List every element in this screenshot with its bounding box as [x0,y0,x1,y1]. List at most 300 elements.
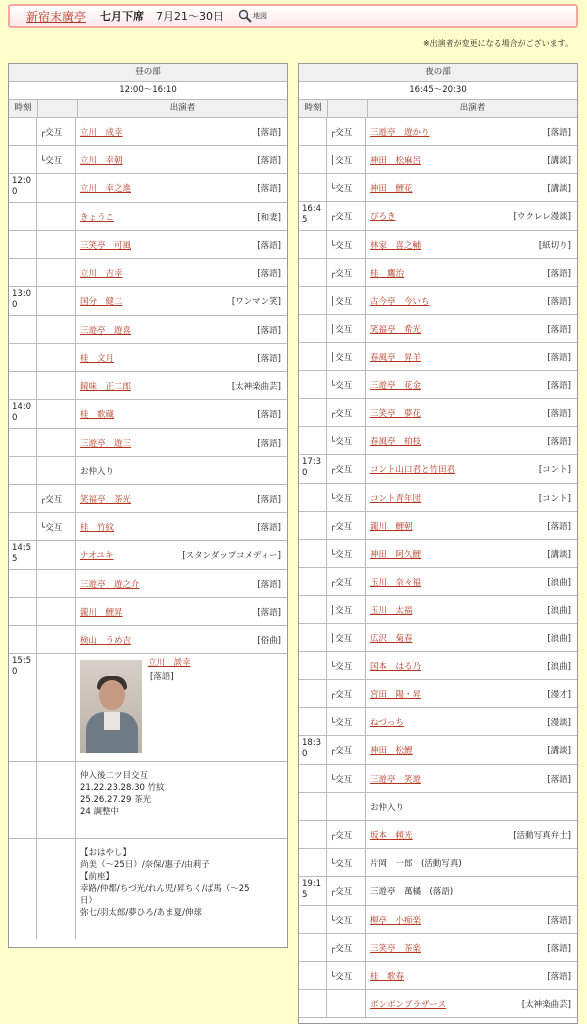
kotai-cell: ┌交互 [327,736,366,764]
venue-link[interactable]: 新宿末廣亭 [26,9,87,24]
time-header: 時刻 [299,100,328,117]
program-row [9,485,287,513]
performer-cell [366,259,577,286]
program-row [9,372,287,400]
kotai-cell [327,793,366,820]
time-cell [299,990,327,1017]
genre-label: [講談] [547,746,571,756]
performer-name-link[interactable]: コント山口君と竹田君 [370,465,456,475]
kotai-cell: ┌交互 [327,399,366,426]
performer-name-link[interactable]: 三笑亭 可風 [80,240,132,251]
time-cell [299,118,327,145]
program-row [299,118,577,146]
kotai-cell: ┌交互 [327,877,366,905]
evening-rows [299,118,577,1018]
kotai-cell [37,457,76,484]
time-cell: 14:00 [9,400,37,428]
genre-label: [落語] [547,774,571,785]
genre-label: [講談] [547,549,571,560]
kotai-cell [37,654,76,761]
program-row [299,596,577,624]
term-label: 七月下席 [100,10,145,23]
performer-cell [366,427,577,454]
kotai-cell: │交互 [327,315,366,342]
time-header: 時刻 [9,100,38,117]
performer-cell [366,962,577,989]
program-row [299,427,577,455]
time-cell [299,962,327,989]
program-row [9,316,287,344]
time-cell [299,146,327,173]
kotai-cell: └交互 [327,652,366,679]
performer-name-link[interactable]: 国分 健二 [80,297,123,307]
time-cell [9,344,37,371]
kotai-cell: │交互 [327,287,366,314]
nakairi-note: 仲入後二ツ目交互 21.22.23.28.30 竹紋 25.26.27.29 茶光 24 調整中 [80,771,165,817]
genre-label: [コント] [538,493,571,504]
genre-label: [落語] [257,184,281,194]
performer-cell [366,118,577,145]
kotai-cell: └交互 [327,371,366,398]
time-cell [9,429,37,456]
performer-name-link[interactable]: 立川 幸朝 [80,155,123,166]
time-cell [9,513,37,540]
kotai-cell [37,429,76,456]
program-row [9,400,287,429]
time-cell [299,934,327,961]
noon-rows [9,118,287,654]
kotai-cell: └交互 [327,484,366,511]
time-cell [299,371,327,398]
time-cell [299,568,327,595]
genre-label: [俗曲] [257,635,281,646]
program-row [9,146,287,174]
kotai-cell: ┌交互 [327,118,366,145]
performer-cell [76,541,287,569]
performer-cell [366,540,577,567]
time-cell [9,118,37,145]
kotai-cell [37,316,76,343]
time-cell [299,540,327,567]
performer-cell [366,934,577,961]
kotai-cell: └交互 [327,174,366,201]
kotai-cell: │交互 [327,624,366,651]
performer-cell [366,990,577,1017]
genre-label: [浪曲] [547,661,571,672]
program-row [9,598,287,626]
performer-name-link[interactable]: 三遊亭 笑遊 [370,774,422,785]
performer-cell [76,485,287,512]
program-row [299,736,577,765]
program-row [299,315,577,343]
time-cell [299,849,327,876]
genre-label: [落語] [547,971,571,982]
kotai-cell: └交互 [327,708,366,735]
performer-name-link[interactable]: 桂 文月 [80,353,115,364]
performer-cell [76,146,287,173]
performer-cell [76,654,287,761]
kotai-cell: ┌交互 [327,568,366,595]
kotai-cell: └交互 [327,765,366,792]
performer-name-link[interactable]: 瀧川 鯉朝 [370,521,413,532]
program-text: 片岡 一郎 (活動写真) [370,858,462,869]
kotai-cell: ┌交互 [327,455,366,483]
kotai-cell [37,231,76,258]
time-cell: 15:50 [9,654,37,761]
time-cell [299,427,327,454]
kotai-cell [327,990,366,1017]
performer-name-link[interactable]: 広沢 菊春 [370,633,413,644]
program-row [299,765,577,793]
kotai-cell: ┌交互 [327,680,366,707]
time-cell: 12:00 [9,174,37,202]
kotai-cell [37,203,76,230]
program-row [299,793,577,821]
performer-name-link[interactable]: 神田 松鯉 [370,746,413,756]
kotai-header [328,100,368,117]
time-cell: 17:30 [299,455,327,483]
kotai-cell [37,400,76,428]
ohayashi-note: 【おはやし】 尚美（〜25日）/奈保/惠子/由莉子 【前座】 幸路/仲都/ちづ光/れん児/昇ちく/ば馬（〜25 日） 弥七/羽太郎/夢ひろ/あま夏/伸球 [80,848,250,918]
performer-cell [366,287,577,314]
performer-cell [366,399,577,426]
genre-label: [落語] [257,240,281,251]
kotai-cell [37,174,76,202]
performer-name-link[interactable]: 笑福亭 茶光 [80,494,132,505]
performer-cell [76,344,287,371]
program-row [299,202,577,231]
kotai-header [38,100,78,117]
program-row [299,708,577,736]
time-cell: 18:30 [299,736,327,764]
performer-cell [366,765,577,792]
program-row [299,371,577,399]
program-row [299,484,577,512]
noon-hours: 12:00〜16:10 [9,82,287,100]
program-row [9,457,287,485]
performer-cell [366,736,577,764]
time-cell [299,174,327,201]
program-row [299,849,577,877]
kotai-cell [37,598,76,625]
title-bar [8,4,578,28]
evening-program [298,63,578,1024]
genre-label: [ワンマン笑] [231,297,281,307]
performer-cell [76,316,287,343]
kotai-cell: │交互 [327,596,366,623]
performer-name-link[interactable]: 桂 歌蔵 [80,410,115,420]
genre-label: [太神楽曲芸] [231,381,281,392]
genre-label: [落語] [547,915,571,926]
kotai-cell: ┌交互 [37,118,76,145]
noon-title: 昼の部 [9,64,287,82]
genre-label: [落語] [547,408,571,419]
performer-cell [76,457,287,484]
program-row [9,513,287,541]
performer-name-link[interactable]: 三遊亭 花金 [370,380,422,391]
performer-name-link[interactable]: 桂 鷹治 [370,268,405,279]
performer-name-link[interactable]: 検山 うめ吉 [80,635,132,646]
performer-name-link[interactable]: ナオユキ [80,551,114,561]
genre-label: [コント] [538,465,571,475]
performer-cell [366,568,577,595]
change-notice: ※出演者が変更になる場合がございます。 [422,39,573,48]
program-row [9,429,287,457]
performer-name-link[interactable]: 三遊亭 遊之介 [80,579,140,590]
genre-label: [講談] [547,155,571,166]
performer-name-link[interactable]: 神田 鯉花 [370,183,413,194]
kotai-cell: └交互 [327,962,366,989]
program-row [299,568,577,596]
genre-label: [漫才] [547,689,571,700]
dates-label: 7月21〜30日 [156,10,225,23]
time-cell [299,906,327,933]
genre-label: [落語] [257,127,281,138]
genre-label: [太神楽曲芸] [521,999,571,1010]
kotai-cell: ┌交互 [327,259,366,286]
time-cell [299,596,327,623]
program-row [299,174,577,202]
time-cell [9,372,37,399]
kotai-cell: └交互 [327,849,366,876]
genre-label: [落語] [547,268,571,279]
noon-program [8,63,288,948]
program-row [9,287,287,316]
performer-name-link[interactable]: 三遊亭 遊かり [370,127,430,138]
evening-title: 夜の部 [299,64,577,82]
performer-name-link[interactable]: 三遊亭 遊三 [80,438,132,449]
performer-cell [76,429,287,456]
performer-cell [366,202,577,230]
program-row [299,287,577,315]
program-row [9,570,287,598]
performer-cell [76,372,287,399]
performer-name-link[interactable]: 立川 吉幸 [80,268,123,279]
performer-name-link[interactable]: 古今亭 今いち [370,296,430,307]
genre-label: [スタンダップコメディー] [182,551,281,561]
kotai-cell [37,541,76,569]
kotai-cell [37,372,76,399]
performer-cell [366,371,577,398]
performer-cell [366,849,577,876]
performer-cell [76,203,287,230]
performer-name-link[interactable]: 三遊亭 遊喜 [80,325,132,336]
program-row [299,146,577,174]
kotai-cell [37,626,76,653]
kotai-cell: └交互 [327,231,366,258]
performer-cell [76,287,287,315]
kotai-cell [37,570,76,597]
time-cell [299,793,327,820]
kotai-cell [37,259,76,286]
performer-cell [366,906,577,933]
performer-cell [366,343,577,370]
kotai-cell: ┌交互 [327,934,366,961]
performer-cell [366,484,577,511]
program-text: 三遊亭 萬橘 (落語) [370,887,454,897]
performer-name-link[interactable]: 桂 歌春 [370,971,405,982]
map-label: 地図 [253,12,268,20]
program-row [299,990,577,1018]
performer-cell [76,626,287,653]
genre-label: [和妻] [257,212,281,223]
performer-cell [366,652,577,679]
program-row [9,231,287,259]
performer-name-link[interactable]: ねづっち [370,717,404,728]
kotai-cell: └交互 [37,513,76,540]
performer-cell [366,174,577,201]
performer-name-link[interactable]: 林家 喜之輔 [370,240,422,251]
kotai-cell: ┌交互 [327,821,366,848]
program-row [299,680,577,708]
performer-name-link[interactable]: 柳亭 小痴楽 [370,915,422,926]
time-cell [299,680,327,707]
performer-name-link[interactable]: 玉川 奈々福 [370,577,422,588]
program-row [9,174,287,203]
performer-cell [76,231,287,258]
kotai-cell: └交互 [327,427,366,454]
genre-label: [落語] [257,325,281,336]
performer-header: 出演者 [169,103,196,113]
performer-cell [76,118,287,145]
performer-name-link[interactable]: 桂 竹紋 [80,522,115,533]
time-cell [299,512,327,539]
time-cell: 14:55 [9,541,37,569]
program-row [299,652,577,680]
kotai-cell: ┌交互 [37,485,76,512]
map-link[interactable] [238,9,267,23]
time-cell [299,708,327,735]
kotai-cell [37,344,76,371]
genre-label: [落語] [257,353,281,364]
genre-label: [落語] [547,352,571,363]
kotai-cell: └交互 [327,540,366,567]
time-cell [9,598,37,625]
map-magnifier-icon [238,9,252,23]
program-row [299,231,577,259]
time-cell [299,315,327,342]
time-cell [9,626,37,653]
evening-hours: 16:45〜20:30 [299,82,577,100]
headliner-row [9,654,287,762]
time-cell [299,624,327,651]
performer-name-link[interactable]: 宮田 陽・昇 [370,689,422,700]
performer-name-link[interactable]: 鏡味 正二郎 [80,381,132,392]
genre-label: [落語] [547,943,571,954]
program-row [299,906,577,934]
performer-cell [366,821,577,848]
time-cell [9,259,37,286]
time-cell [299,821,327,848]
kotai-cell [37,287,76,315]
kotai-cell: └交互 [37,146,76,173]
performer-name-link[interactable]: 国本 はる乃 [370,661,422,672]
genre-label: [落語] [547,127,571,138]
performer-name-link[interactable]: 神田 阿久鯉 [370,549,422,560]
time-cell [299,652,327,679]
time-cell [299,484,327,511]
performer-name-link[interactable]: ボンボンブラザース [370,999,447,1010]
genre-label: [浪曲] [547,605,571,616]
nakairi-note-row [9,762,287,839]
genre-label: [落語] [257,494,281,505]
genre-label: [浪曲] [547,633,571,644]
genre-label: [落語] [257,579,281,590]
program-row [9,259,287,287]
program-row [299,624,577,652]
time-cell [9,203,37,230]
performer-cell [366,146,577,173]
program-row [299,512,577,540]
performer-name-link[interactable]: 三笑亭 夢花 [370,408,422,419]
performer-header: 出演者 [459,103,486,113]
genre-label: [落語] [257,155,281,166]
genre-label: [落語] [257,522,281,533]
performer-cell [366,231,577,258]
performer-name-link[interactable]: きょうこ [80,212,115,223]
program-row [299,540,577,568]
time-cell [9,146,37,173]
program-row [299,399,577,427]
performer-name-link[interactable]: 玉川 太福 [370,605,413,616]
performer-name-link[interactable]: コント青年団 [370,493,422,504]
kotai-cell: │交互 [327,343,366,370]
program-row [299,343,577,371]
performer-name-link[interactable]: 立川 幸之進 [80,184,132,194]
performer-cell [76,400,287,428]
evening-column-headers [299,100,577,118]
time-cell [299,231,327,258]
performer-cell [366,680,577,707]
performer-cell [366,512,577,539]
performer-cell [366,793,577,820]
genre-label: [落語] [257,410,281,420]
performer-name-link[interactable]: 三笑亭 茶楽 [370,943,422,954]
program-row [299,934,577,962]
genre-label: [紙切り] [538,240,571,251]
performer-name-link[interactable]: 坂本 頼光 [370,830,413,841]
performer-name-link[interactable]: 立川 成幸 [80,127,123,138]
time-cell [299,287,327,314]
performer-name-link[interactable]: 瀧川 鯉昇 [80,607,123,618]
time-cell [299,343,327,370]
genre-label: [浪曲] [547,577,571,588]
performer-name-link[interactable]: 笑福亭 希光 [370,324,422,335]
time-cell [299,399,327,426]
genre-label: [ウクレレ漫談] [513,212,571,222]
performer-cell [76,513,287,540]
time-cell [299,765,327,792]
performer-name-link[interactable]: 春風亭 昇羊 [370,352,422,363]
genre-label: [落語] [547,436,571,447]
performer-name-link[interactable]: 神田 松麻呂 [370,155,422,166]
genre-label: [落語] [257,268,281,279]
kotai-cell: └交互 [327,906,366,933]
performer-cell [366,315,577,342]
time-cell [9,570,37,597]
headliner-name-link[interactable]: 立川 談幸 [148,658,191,668]
time-cell [9,457,37,484]
noon-column-headers [9,100,287,118]
time-cell: 19:15 [299,877,327,905]
program-row [299,821,577,849]
performer-name-link[interactable]: ぴろき [370,212,396,222]
program-text: お仲入り [80,466,115,477]
performer-name-link[interactable]: 春風亭 柏枝 [370,436,422,447]
performer-cell [76,259,287,286]
genre-label: [落語] [547,324,571,335]
program-row [9,118,287,146]
